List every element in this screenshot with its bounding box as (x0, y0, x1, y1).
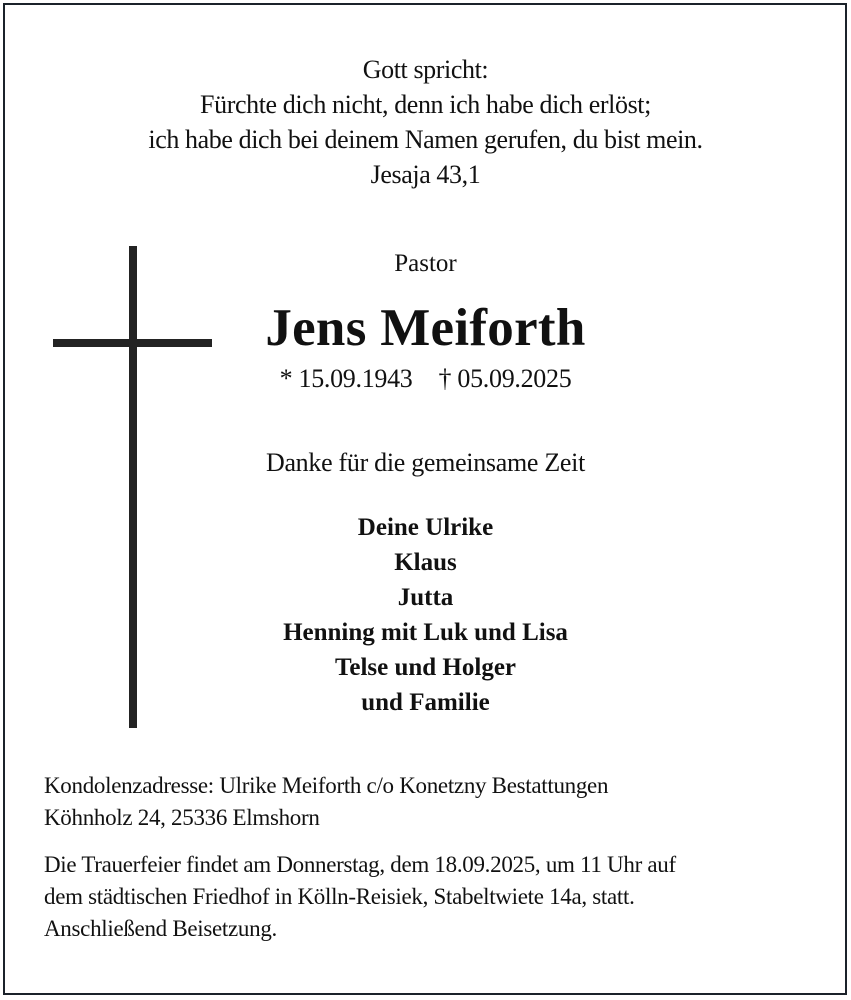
family-member: und Familie (361, 689, 490, 716)
deceased-title: Pastor (394, 250, 457, 277)
ceremony-line: dem städtischen Friedhof in Kölln-Reisiek, Stabeltwiete 14a, statt. (44, 884, 635, 909)
family-member: Telse und Holger (334, 654, 517, 681)
verse-line: Gott spricht: (362, 55, 489, 84)
ceremony-info (44, 849, 824, 945)
family-member: Klaus (394, 549, 457, 576)
family-member: Jutta (397, 584, 454, 611)
ceremony-line: Anschließend Beisetzung. (44, 916, 277, 941)
verse-line: Fürchte dich nicht, denn ich habe dich erlöst; (200, 90, 651, 119)
deceased-name: Jens Meiforth (265, 299, 586, 357)
bible-verse (0, 52, 851, 192)
condolence-line: Kondolenzadresse: Ulrike Meiforth c/o Konetzny Bestattungen (44, 773, 609, 798)
verse-reference: Jesaja 43,1 (370, 160, 481, 189)
verse-line: ich habe dich bei deinem Namen gerufen, du bist mein. (148, 125, 703, 154)
family-member: Henning mit Luk und Lisa (283, 619, 568, 646)
birth-date: * 15.09.1943 (279, 364, 413, 393)
family-list (0, 510, 851, 720)
life-dates (0, 364, 851, 394)
thanks-line: Danke für die gemeinsame Zeit (265, 448, 586, 477)
ceremony-line: Die Trauerfeier findet am Donnerstag, dem 18.09.2025, um 11 Uhr auf (44, 852, 676, 877)
family-member: Deine Ulrike (357, 514, 494, 541)
condolence-line: Köhnholz 24, 25336 Elmshorn (44, 805, 320, 830)
condolence-address (44, 770, 824, 834)
death-date: † 05.09.2025 (438, 364, 572, 393)
